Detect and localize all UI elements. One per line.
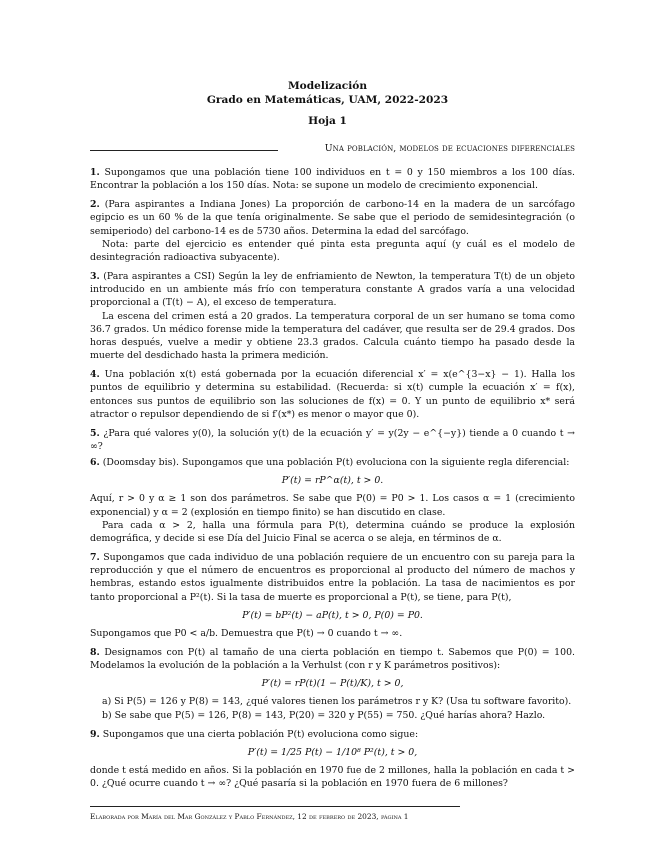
problem-text: (Doomsday bis). Supongamos que una población P(t) evoluciona con la siguiente regla diferencial: xyxy=(102,457,570,469)
equation-mating: P′(t) = bP²(t) − aP(t), t > 0, P(0) = P0. xyxy=(242,609,423,621)
problem-8 xyxy=(90,646,575,672)
problem-1 xyxy=(90,166,575,192)
problem-number: 3. xyxy=(90,271,100,283)
problem-text: ¿Para qué valores y(0), la solución y(t) de la ecuación y′ = y(2y − e^{−y}) tiende a 0 cuando t → ∞? xyxy=(90,427,575,452)
problem-4 xyxy=(90,368,575,421)
equation-logistic: P′(t) = 1/25 P(t) − 1/10⁸ P²(t), t > 0, xyxy=(247,746,418,758)
problem-2-note: Nota: parte del ejercicio es entender qué pinta esta pregunta aquí (y cuál es el modelo de desintegración radioactiva subyacente). xyxy=(90,238,575,263)
problem-number: 4. xyxy=(90,369,100,381)
problem-7-task: Supongamos que P0 < a/b. Demuestra que P(t) → 0 cuando t → ∞. xyxy=(90,627,403,639)
problem-5 xyxy=(90,427,575,453)
problem-number: 7. xyxy=(90,552,100,564)
problem-list xyxy=(90,166,575,790)
problem-8-part-b: b) Se sabe que P(5) = 126, P(8) = 143, P(20) = 320 y P(55) = 750. ¿Qué harías ahora? Hazlo. xyxy=(102,709,546,721)
page-footer: Elaborada por María del Mar González y Pablo Fernández, 12 de febrero de 2023, página 1 xyxy=(90,812,409,821)
problem-number: 8. xyxy=(90,647,100,658)
problem-3-scenario: La escena del crimen está a 20 grados. La temperatura corporal de un ser humano se toma como 36.7 grados. Un médico forense mide la temperatura del cadáver, que resulta ser de 29.4 grados. Dos horas después, vuelve a medir y obtiene 23.3 grados. Calcula cuánto tiempo ha pasado desde la muerte del desdichado hasta la primera medición. xyxy=(90,310,575,362)
problem-text: Supongamos que una población tiene 100 individuos en t = 0 y 150 miembros a los 100 días. Encontrar la población a los 150 días. Nota: se supone un modelo de crecimiento exponencial. xyxy=(90,167,575,192)
problem-9-task: donde t está medido en años. Si la población en 1970 fue de 2 millones, halla la población en cada t > 0. ¿Qué ocurre cuando t → ∞? ¿Qué pasaría si la población en 1970 fuera de 6 millones? xyxy=(90,765,575,790)
problem-6 xyxy=(90,456,575,469)
problem-text: (Para aspirantes a CSI) Según la ley de enfriamiento de Newton, la temperatura T(t) de un objeto introducido en un ambiente más frío con temperatura constante A grados varía a una velocidad proporcional a (T(t) − A), el exceso de temperatura. xyxy=(90,271,575,309)
problem-number: 5. xyxy=(90,427,100,439)
equation-doomsday: P′(t) = rP^α(t), t > 0. xyxy=(281,475,384,487)
problem-text: (Para aspirantes a Indiana Jones) La proporción de carbono-14 en la madera de un sarcófago egipcio es un 60 % de la que tenía originalmente. Se sabe que el periodo de semidesintegración (o semiperiodo) del carbono-14 es de 5730 años. Determina la edad del sarcófago. xyxy=(90,199,575,237)
section-header xyxy=(90,142,575,158)
problem-number: 9. xyxy=(90,728,100,740)
problem-9 xyxy=(90,728,575,741)
problem-2 xyxy=(90,198,575,237)
course-title: Modelización xyxy=(287,80,368,92)
problem-7 xyxy=(90,551,575,604)
sheet-title: Hoja 1 xyxy=(308,115,347,127)
problem-number: 6. xyxy=(90,457,100,469)
problem-text: Designamos con P(t) al tamaño de una cierta población en tiempo t. Sabemos que P(0) = 100. Modelamos la evolución de la población a la Verhulst (con r y K parámetros positivos): xyxy=(90,647,575,672)
problem-6-task: Para cada α > 2, halla una fórmula para P(t), determina cuándo se produce la explosión demográfica, y decide si ese Día del Juicio Final se acerca o se aleja, en términos de α. xyxy=(90,519,575,544)
section-rule xyxy=(90,150,278,151)
equation-verhulst: P′(t) = rP(t)(1 − P(t)/K), t > 0, xyxy=(261,678,404,690)
problem-3 xyxy=(90,270,575,309)
section-title: Una población, modelos de ecuaciones diferenciales xyxy=(324,143,575,154)
problem-text: Supongamos que cada individuo de una población requiere de un encuentro con su pareja para la reproducción y que el número de encuentros es proporcional al producto del número de machos y hembras, estando estos igualmente distribuidos entre la población. La tasa de nacimientos es por tanto proporcional a P²(t). Si la tasa de muerte es proporcional a P(t), se tiene, para P(t), xyxy=(90,552,575,603)
problem-8-parts xyxy=(102,695,575,721)
problem-6-params: Aquí, r > 0 y α ≥ 1 son dos parámetros. Se sabe que P(0) = P0 > 1. Los casos α = 1 (crecimiento exponencial) y α = 2 (explosión en tiempo finito) se han discutido en clase. xyxy=(90,493,575,518)
course-subtitle: Grado en Matemáticas, UAM, 2022-2023 xyxy=(206,94,449,106)
footer-rule xyxy=(90,806,460,807)
problem-8-part-a: a) Si P(5) = 126 y P(8) = 143, ¿qué valores tienen los parámetros r y K? (Usa tu software favorito). xyxy=(102,696,572,708)
problem-number: 1. xyxy=(90,167,100,178)
problem-number: 2. xyxy=(90,199,100,211)
problem-text: Supongamos que una cierta población P(t) evoluciona como sigue: xyxy=(102,728,419,740)
problem-text: Una población x(t) está gobernada por la ecuación diferencial x′ = x(e^{3−x} − 1). Halla los puntos de equilibrio y determina su estabilidad. (Recuerda: si x(t) cumple la ecuación x′ = f(x), entonces sus puntos de equilibrio son las soluciones de f(x) = 0. Y un punto de equilibrio x* será atractor o repulsor dependiendo de si f′(x*) es menor o mayor que 0). xyxy=(90,369,575,420)
